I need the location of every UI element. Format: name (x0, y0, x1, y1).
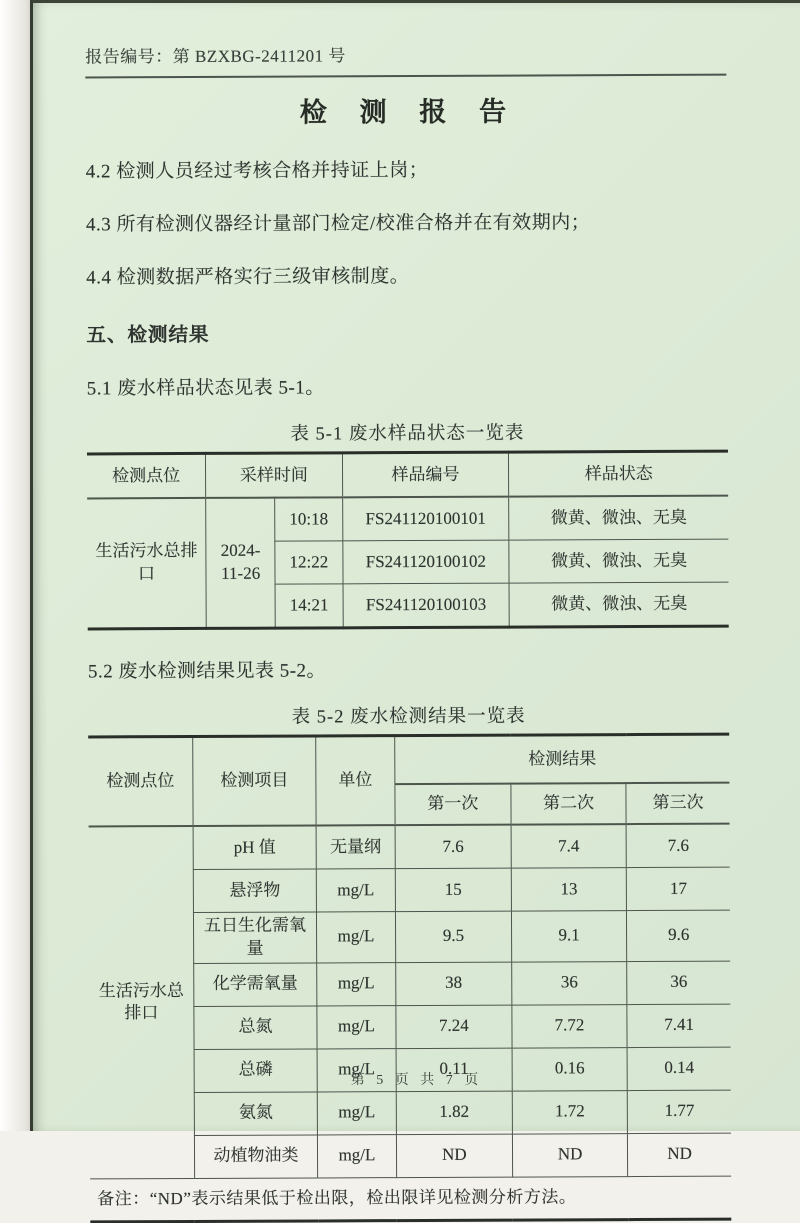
table-row (89, 824, 730, 870)
th-sampling-time: 采样时间 (206, 453, 343, 498)
sample-status-cell: 微黄、微浊、无臭 (509, 539, 728, 583)
page-number: 第 5 页 共 7 页 (350, 1073, 483, 1088)
result-cell: 9.6 (627, 910, 730, 961)
result-cell: 1.82 (396, 1091, 512, 1135)
result-cell: 9.5 (395, 911, 511, 962)
time-cell: 10:18 (275, 497, 342, 541)
section-5-heading: 五、检测结果 (86, 324, 210, 347)
result-cell: 7.6 (395, 825, 511, 869)
paragraph-4-3: 4.3 所有检测仪器经计量部门检定/校准合格并在有效期内； (85, 212, 591, 236)
page-content (33, 1, 800, 1223)
unit-cell: mg/L (316, 869, 395, 912)
result-cell: 15 (395, 868, 511, 912)
unit-cell: mg/L (317, 1091, 396, 1134)
item-cell: 化学需氧量 (194, 963, 317, 1007)
sample-no-cell: FS241120100102 (342, 540, 509, 584)
th-sample-status: 样品状态 (509, 451, 728, 496)
table-5-1-header-row (87, 451, 728, 498)
item-cell: 动植物油类 (194, 1135, 317, 1179)
result-cell: 7.24 (396, 1005, 512, 1049)
result-cell: 13 (511, 868, 627, 912)
th-test-result: 检测结果 (395, 734, 730, 784)
th-run-1: 第一次 (395, 784, 511, 826)
result-cell: 1.72 (512, 1090, 628, 1134)
sample-no-cell: FS241120100103 (343, 583, 510, 628)
result-cell: 7.6 (626, 824, 729, 868)
item-cell: pH 值 (193, 825, 316, 869)
table-5-2-caption: 表 5-2 废水检测结果一览表 (291, 706, 526, 728)
unit-cell: 无量纲 (316, 825, 395, 869)
item-cell: 氨氮 (194, 1092, 317, 1136)
paragraph-5-2: 5.2 废水检测结果见表 5-2。 (87, 660, 327, 683)
table-5-2-test-results (88, 733, 731, 1223)
result-cell: 7.72 (512, 1004, 628, 1048)
table-row (87, 496, 728, 542)
table-5-1-sample-status (87, 450, 729, 631)
time-cell: 12:22 (275, 541, 342, 584)
result-cell: 1.77 (627, 1090, 730, 1133)
unit-cell: mg/L (317, 1048, 396, 1091)
result-cell: ND (628, 1133, 731, 1176)
result-cell: 36 (627, 961, 730, 1004)
site-cell: 生活污水总排口 (87, 498, 206, 629)
th-run-3: 第三次 (626, 783, 729, 824)
result-cell: 7.4 (511, 824, 627, 868)
note-cell: 备注：“ND”表示结果低于检出限，检出限详见检测分析方法。 (90, 1176, 731, 1222)
item-cell: 总磷 (194, 1049, 317, 1093)
sample-status-cell: 微黄、微浊、无臭 (509, 582, 728, 627)
result-cell: 0.14 (627, 1047, 730, 1090)
site-cell: 生活污水总排口 (89, 826, 195, 1179)
date-cell: 2024-11-26 (206, 498, 276, 629)
item-cell: 悬浮物 (193, 869, 316, 913)
item-cell: 总氮 (194, 1006, 317, 1050)
report-number: 报告编号：第 BZXBG-2411201 号 (85, 46, 346, 67)
result-cell: 0.11 (396, 1048, 512, 1092)
result-cell: 17 (627, 867, 730, 910)
time-cell: 14:21 (275, 584, 342, 628)
th-sample-no: 样品编号 (342, 452, 509, 497)
paragraph-4-4: 4.4 检测数据严格实行三级审核制度。 (86, 266, 410, 289)
result-cell: 38 (396, 962, 512, 1006)
report-page (30, 0, 800, 1209)
result-cell: 9.1 (511, 911, 627, 962)
unit-cell: mg/L (317, 1134, 396, 1177)
result-cell: 36 (512, 961, 628, 1005)
unit-cell: mg/L (317, 1005, 396, 1048)
table-5-2-header-row-1 (88, 734, 729, 785)
sample-no-cell: FS241120100101 (342, 497, 509, 541)
sample-status-cell: 微黄、微浊、无臭 (509, 496, 728, 540)
th-run-2: 第二次 (511, 783, 627, 825)
item-cell: 五日生化需氧量 (193, 912, 316, 963)
result-cell: 7.41 (627, 1004, 730, 1047)
result-cell: ND (512, 1133, 628, 1177)
scanner-background-strip (0, 0, 30, 1131)
header-rule (85, 74, 726, 79)
unit-cell: mg/L (316, 912, 395, 963)
th-unit: 单位 (316, 736, 395, 826)
table-5-1-caption: 表 5-1 废水样品状态一览表 (290, 423, 525, 445)
unit-cell: mg/L (317, 962, 396, 1005)
page-title: 检 测 报 告 (299, 96, 520, 128)
th-test-item: 检测项目 (193, 736, 316, 826)
table-note-row (90, 1176, 731, 1222)
result-cell: ND (396, 1134, 512, 1178)
th-site: 检测点位 (88, 736, 193, 826)
paragraph-4-2: 4.2 检测人员经过考核合格并持证上岗； (85, 159, 429, 183)
result-cell: 0.16 (512, 1047, 628, 1091)
th-site: 检测点位 (87, 453, 206, 498)
paragraph-5-1: 5.1 废水样品状态见表 5-1。 (86, 377, 325, 400)
